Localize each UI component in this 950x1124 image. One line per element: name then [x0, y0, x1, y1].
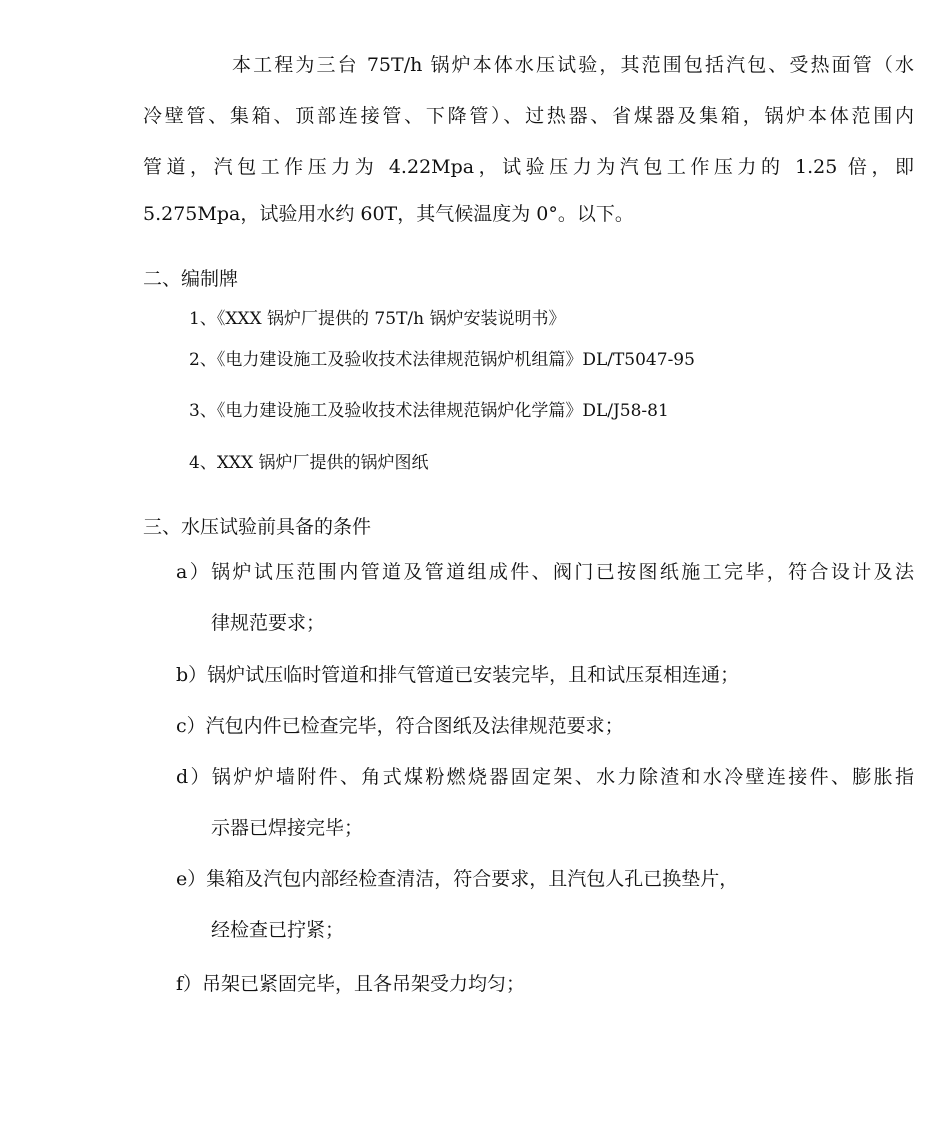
intro-line-3: 管道，汽包工作压力为 4.22Mpa，试验压力为汽包工作压力的 1.25 倍，即 — [143, 156, 914, 178]
condition-e-line-2: 经检查已拧紧； — [211, 919, 345, 941]
section-3-heading: 三、水压试验前具备的条件 — [143, 516, 372, 538]
condition-f: f）吊架已紧固完毕，且各吊架受力均匀； — [176, 973, 526, 995]
reference-item-3: 3、《电力建设施工及验收技术法律规范锅炉化学篇》DL/J58-81 — [189, 401, 669, 421]
section-2-heading: 二、编制牌 — [143, 268, 239, 290]
intro-line-4: 5.275Mpa，试验用水约 60T，其气候温度为 0°。以下。 — [143, 203, 634, 225]
condition-d-line-1: d）锅炉炉墙附件、角式煤粉燃烧器固定架、水力除渣和水冷壁连接件、膨胀指 — [176, 766, 914, 788]
reference-item-1: 1、《XXX 锅炉厂提供的 75T/h 锅炉安装说明书》 — [189, 309, 566, 329]
condition-b: b）锅炉试压临时管道和排气管道已安装完毕，且和试压泵相连通； — [176, 664, 740, 686]
intro-line-1: 本工程为三台 75T/h 锅炉本体水压试验，其范围包括汽包、受热面管（水 — [232, 54, 914, 76]
condition-d-line-2: 示器已焊接完毕； — [211, 817, 364, 839]
condition-e-line-1: e）集箱及汽包内部经检查清洁，符合要求，且汽包人孔已换垫片， — [176, 868, 739, 890]
condition-a-line-2: 律规范要求； — [211, 612, 326, 634]
condition-c: c）汽包内件已检查完毕，符合图纸及法律规范要求； — [176, 715, 624, 737]
reference-item-4: 4、XXX 锅炉厂提供的锅炉图纸 — [189, 453, 429, 473]
intro-line-2: 冷壁管、集箱、顶部连接管、下降管）、过热器、省煤器及集箱，锅炉本体范围内 — [143, 105, 914, 127]
condition-a-line-1: a）锅炉试压范围内管道及管道组成件、阀门已按图纸施工完毕，符合设计及法 — [176, 561, 914, 583]
reference-item-2: 2、《电力建设施工及验收技术法律规范锅炉机组篇》DL/T5047-95 — [189, 350, 695, 370]
